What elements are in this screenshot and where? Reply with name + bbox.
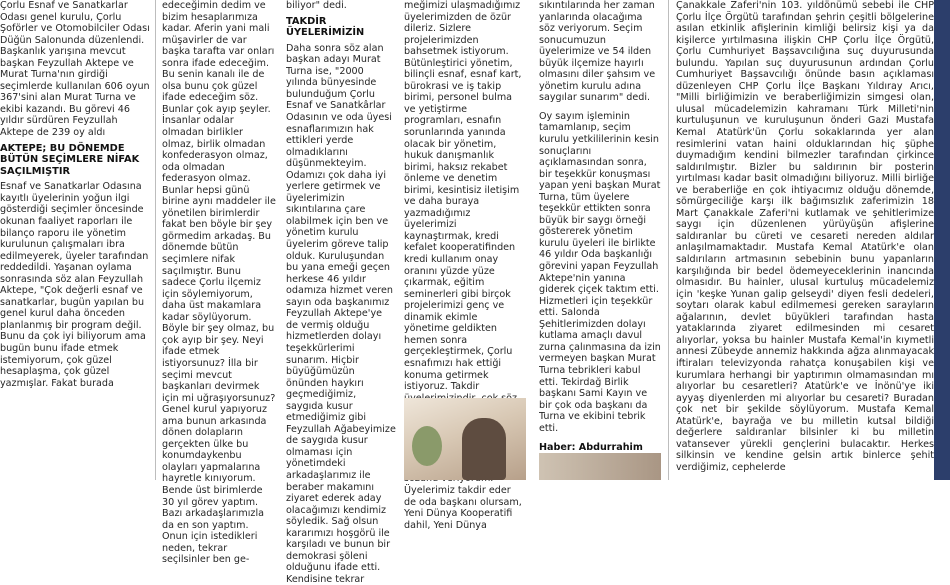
news-photo	[404, 398, 526, 480]
column-divider	[155, 0, 156, 480]
section-heading: TAKDİR ÜYELERİMİZİN	[286, 15, 365, 39]
byline: Haber: Abdurrahim	[539, 442, 643, 454]
news-photo-2	[539, 453, 661, 480]
article-column-3	[286, 0, 396, 585]
article-column-1	[0, 0, 150, 389]
paragraph: Esnaf ve Sanatkarlar Odasına kayıtlı üyelerinin yoğun ilgi gösterdiği seçimler öncesinde okunan faaliyet raporları ile bilanço raporu ile yönetim kurulunun çalışmaları ibra edilmeyerek, üyeler tarafından reddedildi. Yaşanan oylama sonrasında söz alan Feyzullah Aktepe, "Çok değerli esnaf ve sanatkarlar, bugün yapılan bu genel kurul daha önceden planlanmış bir program değil. Bunu da çok iyi biliyorum ama bugün bunu ifade etmek istemiyorum, çok güzel hesaplaşma, çok güzel yazmışlar. Fakat burada	[0, 181, 149, 389]
section-heading: AKTEPE; BU DÖNEMDE BÜTÜN SEÇİMLERE NİFAK SAÇILMIŞTIR	[0, 142, 140, 177]
article-column-5	[539, 0, 661, 465]
paragraph: meğimizi ulaşmadığımız üyelerimizden de özür dileriz. Sizlere projelerimizden bahsetmek istiyorum. Bütünleştirici yönetim, bilinçli esnaf, esnaf kart, bürokrasi ve iş takip birimi, personel bulma ve yetiştirme programları, esnafın sorunlarında yanında olacak bir yönetim, hukuk danışmanlık birimi, haksız rekabet önleme ve denetim birimi, kesintisiz iletişim ve daha buraya yazmadığımız üyelerimizi kaynaştırmak, kredi kefalet kooperatifinden kredi kullanım onay oranını yüzde yüze çıkarmak, eğitim seminerleri gibi birçok projelerimizi genç ve dinamik ekimle yönetime geldikten hemen sonra gerçekleştirmek, Çorlu esnafımızı hak ettiği konuma getirmek istiyoruz. Takdir Üyelerimiz takdir eder de oda başkanı olursam, Yeni Dünya Kooperatifi dahil, Yeni Dünya	[404, 0, 522, 531]
paragraph: Çorlu Esnaf ve Sanatkarlar Odası genel kurulu, Çorlu Şoförler ve Otomobilciler Odası Düğün Salonunda düzenlendi. Başkanlık yarışına mevcut başkan Feyzullah Aktepe ve Murat Turna'nın girdiği seçimlerde kullanılan 606 oyun 367'sini alan Murat Turna ve ekibi kazandı. Bu görevi 46 yıldır sürdüren Feyzullah Aktepe de 239 oy aldı	[0, 0, 150, 139]
article-column-6	[676, 0, 934, 473]
paragraph: Daha sonra söz alan başkan adayı Murat Turna ise, "2000 yılında bünyesinde bulunduğum Çorlu Esnaf ve Sanatkârlar Odasının ve oda üyesi esnaflarımızın hak ettikleri yerde olmadıklarını düşünmekteyim. Odamızı çok daha iyi yerlere getirmek ve üyelerimizin sıkıntılarına çare olabilmek için ben ve yönetim kurulu üyelerim göreve talip olduk. Kuruluşundan bu yana emeği geçen herkese 46 yıldır odamıza hizmet veren sayın oda başkanımız Feyzullah Aktepe'ye de vermiş olduğu hizmetlerden dolayı teşekkürlerimi sunarım. Hiçbir büyüğümüzün önünden haykırı geçmediğimiz, saygıda kusur etmediğimiz gibi Feyzullah Ağabeyimize de saygıda kusur olmaması için yönetimdeki arkadaşlarımız ile beraber makamını ziyaret ederek aday olacağımızı kendimiz söyledik. Sağ olsun kararımızı hoşgörü ile karşıladı ve bunun bir demokrasi şöleni olduğunu ifade etti. Kendisine tekrar	[286, 42, 396, 585]
paragraph: Oy sayım işleminin tamamlanıp, seçim kurulu yetkililerinin kesin sonuçlarını açıklamasından sonra, bir teşekkür konuşması yapan yeni başkan Murat Turna, tüm üyelere teşekkür ettikten sonra büyük bir saygı örneği göstererek yönetim kurulu üyeleri ile birlikte 46 yıldır Oda başkanlığı görevini yapan Feyzullah Aktepe'nin yanına giderek çiçek taktım etti. Hizmetleri için teşekkür etti. Salonda Şehitlerimizden dolayı kutlama amaçlı davul zurna çalınmasına da izin vermeyen başkan Murat Turna tebrikleri kabul etti. Tekirdağ Birlik başkanı Sami Kayın ve bir çok oda başkanı da Turna ve ekibini tebrik etti.	[539, 110, 661, 434]
paragraph: sıkıntılarında her zaman yanlarında olacağıma söz veriyorum. Seçim sonucumuzun üyelerimize ve 54 ilden büyük ilçemize hayırlı olmasını diler şahsım ve yönetim kurulu adına saygılar sunarım" dedi.	[539, 0, 656, 104]
page-edge-band	[934, 0, 950, 480]
article-column-2	[162, 0, 276, 566]
column-divider	[668, 0, 669, 480]
paragraph-gap	[539, 104, 661, 111]
paragraph: biliyor" dedi.	[286, 0, 347, 11]
photo-person	[462, 418, 506, 480]
paragraph: Çanakkale Zaferi'nin 103. yıldönümü sebebi ile CHP Çorlu İlçe Örgütü tarafından şehrin çeşitli bölgelerine asılan etkinlik afişlerinin kimliği belirsiz kişi ya da kişilerce yırtılmasına ilişkin CHP Çorlu İlçe Örgütü, Çorlu Cumhuriyet Başsavcılığına suç duyurusunda bulundu. Yapılan suç duyurusunun ardından Çorlu Cumhuriyet Başsavcılığı önünde basın açıklaması düzenleyen CHP Çorlu İlçe Başkanı Yıldıray Arıcı, "Milli birliğimizin ve beraberliğimizin simgesi olan, ulusal mücadelemizin kahramanı Türk Milleti'nin kurtuluşunun ve kuruluşunun önderi Gazi Mustafa Kemal Atatürk'ün Çorlu sokaklarında yer alan resimlerini vatan haini olduklarından hiç şüphe duymadığım kendini bilmezler tarafından çirkince saldırılmıştır. Bizler bu saldırının bir posterin yırtılması kadar basit olmadığını biliyoruz. Milli birliğe ve beraberliğe en çok ihtiyacımız olduğu dönemde, sömürgeciliğe karşı ilk bağımsızlık zaferimizin 18 Mart Çanakkale Zaferi'ni kutlamak ve şehitlerimize saygı için düzenlenen yürüyüşün afişlerine saldıranlar bu cüreti ve cesareti nereden aldılar anlaşılmamaktadır. Mustafa Kemal Atatürk'e olan saldırıların artmasının sebebinin bunu yapanların karşılığında bir bedel ödemeyeceklerinin inancında olmasıdır. Bu hainler, ulusal kurtuluş mücadelemiz için 'keşke Yunan galip gelseydi' diyen fesli dedeleri, soytarı olarak kabul edilmemesi gereken sarayların ağalarının, devlet büyükleri tarafından hasta yataklarında ziyaret edilmesinden mi cesaret alıyorlar, yoksa bu hainler Mustafa Kemal'in kıymetli annesi Zübeyde annemiz hakkında ağza alınmayacak iftiraları televizyonda rahatça konuşabilen kişi ve kurumlara herhangi bir yaptırımın olmamasından mı alıyorlar bu cesaretleri? Atatürk'e ve İnönü'ye iki ayyaş diyenlerden mi alıyorlar bu cesareti? Buradan çok net bir şekilde söylüyorum. Mustafa Kemal Atatürk'e, bayrağa ve bu milletin kutsal bildiği değerlere saldıranlar bilsinler ki bu milletin vatansever yürekli gençlerini bulacaktır. Herkes silkinsin ve kendine gelsin artık binlerce şehit verdiğimiz, cephelerde	[676, 0, 934, 473]
photo-plant	[412, 426, 442, 466]
paragraph: edeceğimin dedim ve bizim hesaplarımıza kadar. Aferin yani mali müşavirler de var başka tarafta var onları sonra ifade edeceğim. Bu senin kanalı ile de olsa bunu çok güzel ifade edeceğim söz. Bunlar çok ayıp şeyler. İnsanlar odalar olmadan birlikler olmaz, birlik olmadan konfederasyon olmaz, oda olmadan federasyon olmaz. Bunlar hepsi günü birine aynı maddeler ile yönetilen birimlerdir fakat ben böyle bir şey görmedim arkadaş. Bu dönemde bütün seçimlere nifak saçılmıştır. Bunu sadece Çorlu ilçemiz için söylemiyorum, daha üst makamlara kadar söylüyorum. Böyle bir şey olmaz, bu çok ayıp bir şey. Neyi ifade etmek istiyorsunuz? İlla bir seçimi mevcut başkanları devirmek için mi uğraşıyorsunuz? Genel kurul yapıyoruz ama bunun arkasında dönen dolapların gerçekten ülke bu konumdaykenbu olayları yapmalarına hayretle kınıyorum. Bende üst birimlerde 30 yıl görev yaptım. Bazı arkadaşlarımızla da en son yaptım. Onun için istedikleri neden, tekrar seçilsinler ben ge-	[162, 0, 276, 566]
